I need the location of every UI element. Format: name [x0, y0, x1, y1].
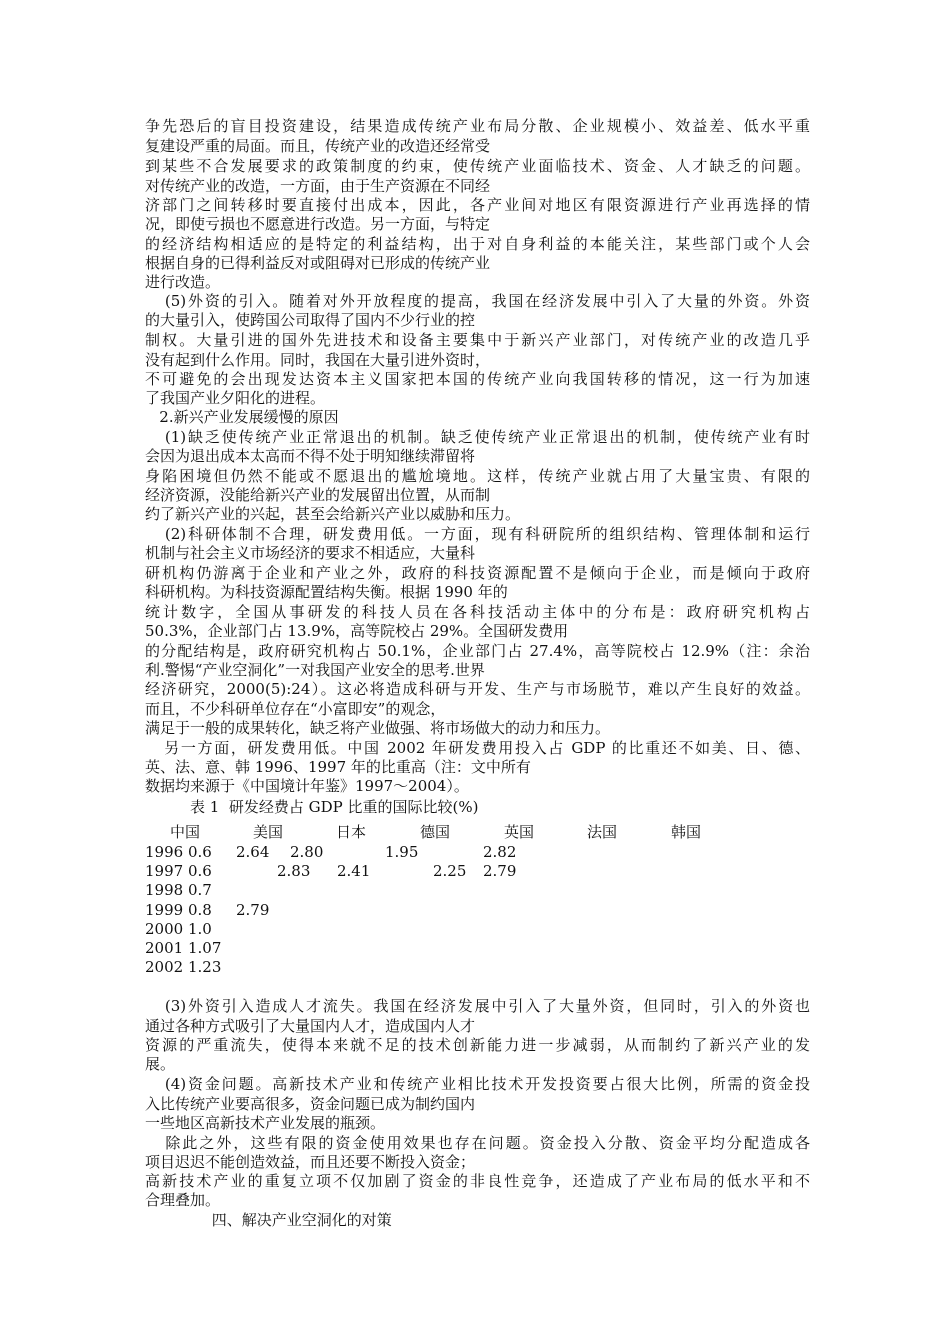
text-line: 对传统产业的改造，一方面，由于生产资源在不同经	[145, 177, 491, 195]
text-line: 一些地区高新技术产业发展的瓶颈。	[145, 1114, 386, 1132]
text-line: 高新技术产业的重复立项不仅加剧了资金的非良性竞争，还造成了产业布局的低水平和不	[145, 1172, 810, 1190]
text-line: 经济研究，2000(5):24）。这必将造成科研与开发、生产与市场脱节，难以产生良好的效益。	[145, 680, 810, 698]
table-cell: 1.0	[188, 920, 212, 938]
table-cell: 0.8	[188, 901, 212, 919]
text-line: 了我国产业夕阳化的进程。	[145, 389, 326, 407]
text-line: 另一方面，研发费用低。中国 2002 年研发费用投入占 GDP 的比重还不如美、日、德、	[145, 739, 810, 757]
table-row-year: 1998	[145, 881, 184, 899]
table-cell: 2.64	[236, 843, 270, 861]
text-line: 科研机构。为科技资源配置结构失衡。根据 1990 年的	[145, 583, 508, 601]
text-line: 不可避免的会出现发达资本主义国家把本国的传统产业向我国转移的情况，这一行为加速	[145, 370, 810, 388]
text-line: (1)缺乏使传统产业正常退出的机制。缺乏使传统产业正常退出的机制，使传统产业有时	[145, 428, 810, 446]
table-cell: 2.82	[483, 843, 517, 861]
text-line: 满足于一般的成果转化，缺乏将产业做强、将市场做大的动力和压力。	[145, 719, 611, 737]
text-line: 进行改造。	[145, 273, 221, 291]
text-line: 研机构仍游离于企业和产业之外，政府的科技资源配置不是倾向于企业，而是倾向于政府	[145, 564, 810, 582]
text-line: 入比传统产业要高很多，资金问题已成为制约国内	[145, 1095, 476, 1113]
text-line: 项目迟迟不能创造效益，而且还要不断投入资金；	[145, 1153, 476, 1171]
text-line: 合理叠加。	[145, 1191, 221, 1209]
text-line: 统计数字，全国从事研发的科技人员在各科技活动主体中的分布是：政府研究机构占	[145, 603, 810, 621]
table-header-cell: 法国	[587, 823, 618, 841]
table-row-year: 1997	[145, 862, 184, 880]
text-line: 英、法、意、韩 1996、1997 年的比重高（注：文中所有	[145, 758, 531, 776]
table-cell: 1.23	[188, 958, 222, 976]
text-line: 数据均来源于《中国境计年鉴》1997～2004）。	[145, 777, 469, 795]
text-line: 争先恐后的盲目投资建设，结果造成传统产业布局分散、企业规模小、效益差、低水平重	[145, 117, 810, 135]
text-line: 到某些不合发展要求的政策制度的约束，使传统产业面临技术、资金、人才缺乏的问题。	[145, 157, 810, 175]
text-line: (3)外资引入造成人才流失。我国在经济发展中引入了大量外资，但同时，引入的外资也	[145, 997, 810, 1015]
table-cell: 0.6	[188, 862, 212, 880]
table-header-cell: 中国	[170, 823, 201, 841]
text-line: (4)资金问题。高新技术产业和传统产业相比技术开发投资要占很大比例，所需的资金投	[145, 1075, 810, 1093]
table-cell: 2.25	[433, 862, 467, 880]
table-header-cell: 英国	[504, 823, 535, 841]
section-heading: 2.新兴产业发展缓慢的原因	[145, 408, 339, 426]
text-line: 没有起到什么作用。同时，我国在大量引进外资时，	[145, 351, 491, 369]
table-row-year: 2001	[145, 939, 184, 957]
text-line: 展。	[145, 1055, 176, 1073]
table-caption: 表 1 研发经费占 GDP 比重的国际比较(%)	[190, 798, 479, 816]
table-cell: 0.6	[188, 843, 212, 861]
table-header-cell: 德国	[420, 823, 451, 841]
text-line: 的分配结构是，政府研究机构占 50.1%，企业部门占 27.4%，高等院校占 12.9%（注：余治	[145, 642, 810, 660]
table-row-year: 1996	[145, 843, 184, 861]
table-header-cell: 日本	[336, 823, 367, 841]
table-header-cell: 美国	[253, 823, 284, 841]
text-line: 经济资源，没能给新兴产业的发展留出位置，从而制	[145, 486, 491, 504]
table-row-year: 2002	[145, 958, 184, 976]
table-cell: 0.7	[188, 881, 212, 899]
text-line: 利.警惕“产业空洞化”一对我国产业安全的思考.世界	[145, 661, 485, 679]
table-header-cell: 韩国	[671, 823, 702, 841]
table-cell: 2.41	[337, 862, 371, 880]
text-line: (5)外资的引入。随着对外开放程度的提高，我国在经济发展中引入了大量的外资。外资	[145, 292, 810, 310]
text-line: 济部门之间转移时要直接付出成本，因此，各产业间对地区有限资源进行产业再选择的情	[145, 196, 810, 214]
text-line: 通过各种方式吸引了大量国内人才，造成国内人才	[145, 1017, 476, 1035]
table-row-year: 1999	[145, 901, 184, 919]
text-line: 会因为退出成本太高而不得不处于明知继续滞留将	[145, 447, 476, 465]
table-cell: 2.83	[277, 862, 311, 880]
text-line: 而且，不少科研单位存在“小富即安”的观念，	[145, 700, 446, 718]
table-cell: 1.95	[385, 843, 419, 861]
text-line: 的大量引入，使跨国公司取得了国内不少行业的控	[145, 311, 476, 329]
text-line: (2)科研体制不合理，研发费用低。一方面，现有科研院所的组织结构、管理体制和运行	[145, 525, 810, 543]
text-line: 资源的严重流失，使得本来就不足的技术创新能力进一步减弱，从而制约了新兴产业的发	[145, 1036, 810, 1054]
text-line: 机制与社会主义市场经济的要求不相适应，大量科	[145, 544, 476, 562]
section-heading: 四、解决产业空洞化的对策	[145, 1211, 392, 1229]
text-line: 除此之外，这些有限的资金使用效果也存在问题。资金投入分散、资金平均分配造成各	[145, 1134, 810, 1152]
table-cell: 1.07	[188, 939, 222, 957]
text-line: 根据自身的已得利益反对或阻碍对已形成的传统产业	[145, 254, 491, 272]
text-line: 约了新兴产业的兴起，甚至会给新兴产业以威胁和压力。	[145, 505, 521, 523]
text-line: 的经济结构相适应的是特定的利益结构，出于对自身利益的本能关注，某些部门或个人会	[145, 235, 810, 253]
table-cell: 2.80	[290, 843, 324, 861]
table-cell: 2.79	[483, 862, 517, 880]
text-line: 身陷困境但仍然不能或不愿退出的尴尬境地。这样，传统产业就占用了大量宝贵、有限的	[145, 467, 810, 485]
text-line: 复建设严重的局面。而且，传统产业的改造还经常受	[145, 137, 491, 155]
text-line: 况，即使亏损也不愿意进行改造。另一方面，与特定	[145, 215, 491, 233]
text-line: 制权。大量引进的国外先进技术和设备主要集中于新兴产业部门，对传统产业的改造几乎	[145, 331, 810, 349]
table-row-year: 2000	[145, 920, 184, 938]
table-cell: 2.79	[236, 901, 270, 919]
text-line: 50.3%，企业部门占 13.9%，高等院校占 29%。全国研发费用	[145, 622, 569, 640]
